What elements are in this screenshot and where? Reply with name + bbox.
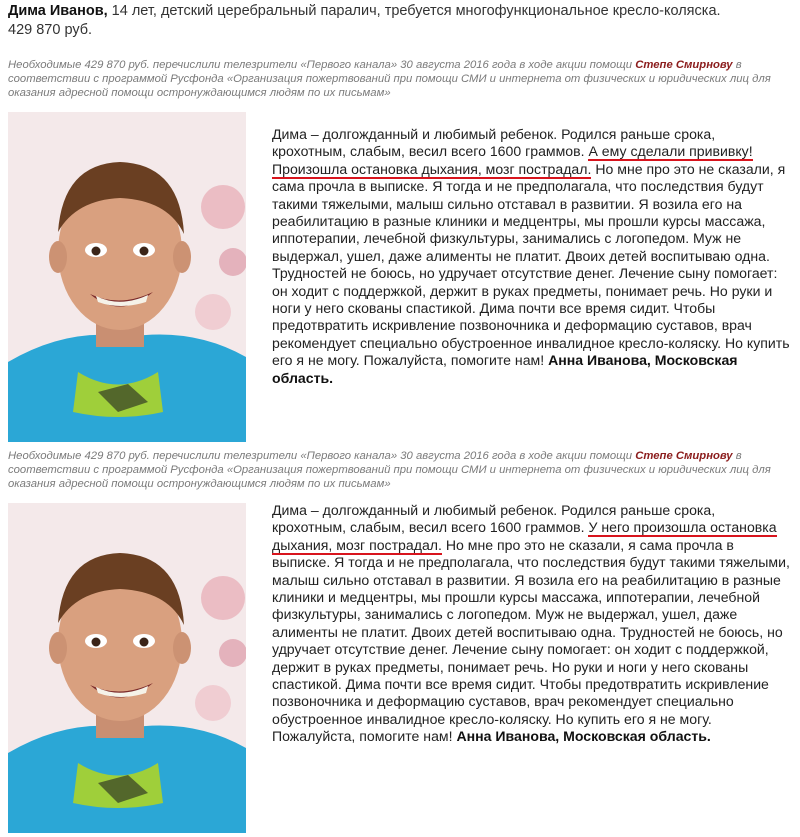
child-photo (8, 503, 246, 833)
highlighted-sentence: А ему сделали прививку! Произошла остановка дыхания, мозг пострадал. (272, 143, 753, 177)
donation-note-text: Необходимые 429 870 руб. перечислили телезрители «Первого канала» 30 августа 2016 года в ходе акции помощи (8, 450, 636, 462)
signature: Анна Иванова, Московская область. (456, 728, 711, 745)
recipient-link[interactable]: Степе Смирнову (635, 59, 733, 71)
story-text (272, 502, 792, 746)
required-amount: 429 870 руб. (8, 22, 93, 38)
signature: Анна Иванова, Московская область. (272, 352, 738, 386)
story-intro: Дима – долгожданный и любимый ребенок. Родился раньше срока, крохотным, слабым, весил всего 1600 граммов. (272, 126, 716, 160)
child-description: 14 лет, детский церебральный паралич, требуется многофункциональное кресло-коляска. (107, 3, 721, 19)
child-photo-image (8, 112, 246, 442)
donation-note (8, 58, 792, 100)
story-body: Но мне про это не сказали, я сама прочла в выписке. Я тогда и не предполагала, что последствия будут такими тяжелыми, малыш сильно отставал в развитии. Я возила его на реабилитацию в разные клиники и медцентры, мы прошли курсы массажа, иппотерапии, лечебной физкультуры, занимались с логопедом. Муж не выдержал, ушел, даже алименты не платит. Двоих детей воспитываю одна. Трудностей не боюсь, но удручает отсутствие денег. Лечение сыну помогает: он ходит с поддержкой, держит в руках предметы, понимает речь. Но руки и ноги у него скованы спастикой. Дима почти все время сидит. Чтобы предотвратить искривление позвоночника и деформацию суставов, врач рекомендует специально обустроенное инвалидное кресло-коляску. Но купить его я не могу. Пожалуйста, помогите нам! (272, 160, 790, 369)
story-text (272, 126, 792, 387)
story-body: Но мне про это не сказали, я сама прочла в выписке. Я тогда и не предполагала, что последствия будут такими тяжелыми, малыш сильно отставал в развитии. Я возила его на реабилитацию в разные клиники и медцентры, мы прошли курсы массажа, иппотерапии, лечебной физкультуры, занимались с логопедом. Муж не выдержал, ушел, даже алименты не платит. Двоих детей воспитываю одна. Трудностей не боюсь, но удручает отсутствие денег. Лечение сыну помогает: он ходит с поддержкой, держит в руках предметы, понимает речь. Но руки и ноги у него скованы спастикой. Дима почти все время сидит. Чтобы предотвратить искривление позвоночника и деформацию суставов, врач рекомендует специально обустроенное инвалидное кресло-коляску. Но купить его я не могу. Пожалуйста, помогите нам! (272, 536, 790, 745)
recipient-link[interactable]: Степе Смирнову (635, 450, 733, 462)
header (8, 2, 788, 40)
donation-note-text-end: в соответствии с программой Русфонда «Организация пожертвований при помощи СМИ и интернета от физических и юридических лиц для оказания адресной помощи остронуждающимся людям по их письмам» (8, 59, 771, 99)
donation-note (8, 449, 792, 491)
story-intro: Дима – долгожданный и любимый ребенок. Родился раньше срока, крохотным, слабым, весил всего 1600 граммов. (272, 502, 716, 536)
donation-note-text: Необходимые 429 870 руб. перечислили телезрители «Первого канала» 30 августа 2016 года в ходе акции помощи (8, 59, 636, 71)
highlighted-sentence: У него произошла остановка дыхания, мозг пострадал. (272, 519, 777, 553)
donation-note-text-end: в соответствии с программой Русфонда «Организация пожертвований при помощи СМИ и интернета от физических и юридических лиц для оказания адресной помощи остронуждающимся людям по их письмам» (8, 450, 771, 490)
child-photo-image (8, 503, 246, 833)
child-photo (8, 112, 246, 442)
child-name: Дима Иванов, (8, 3, 108, 19)
